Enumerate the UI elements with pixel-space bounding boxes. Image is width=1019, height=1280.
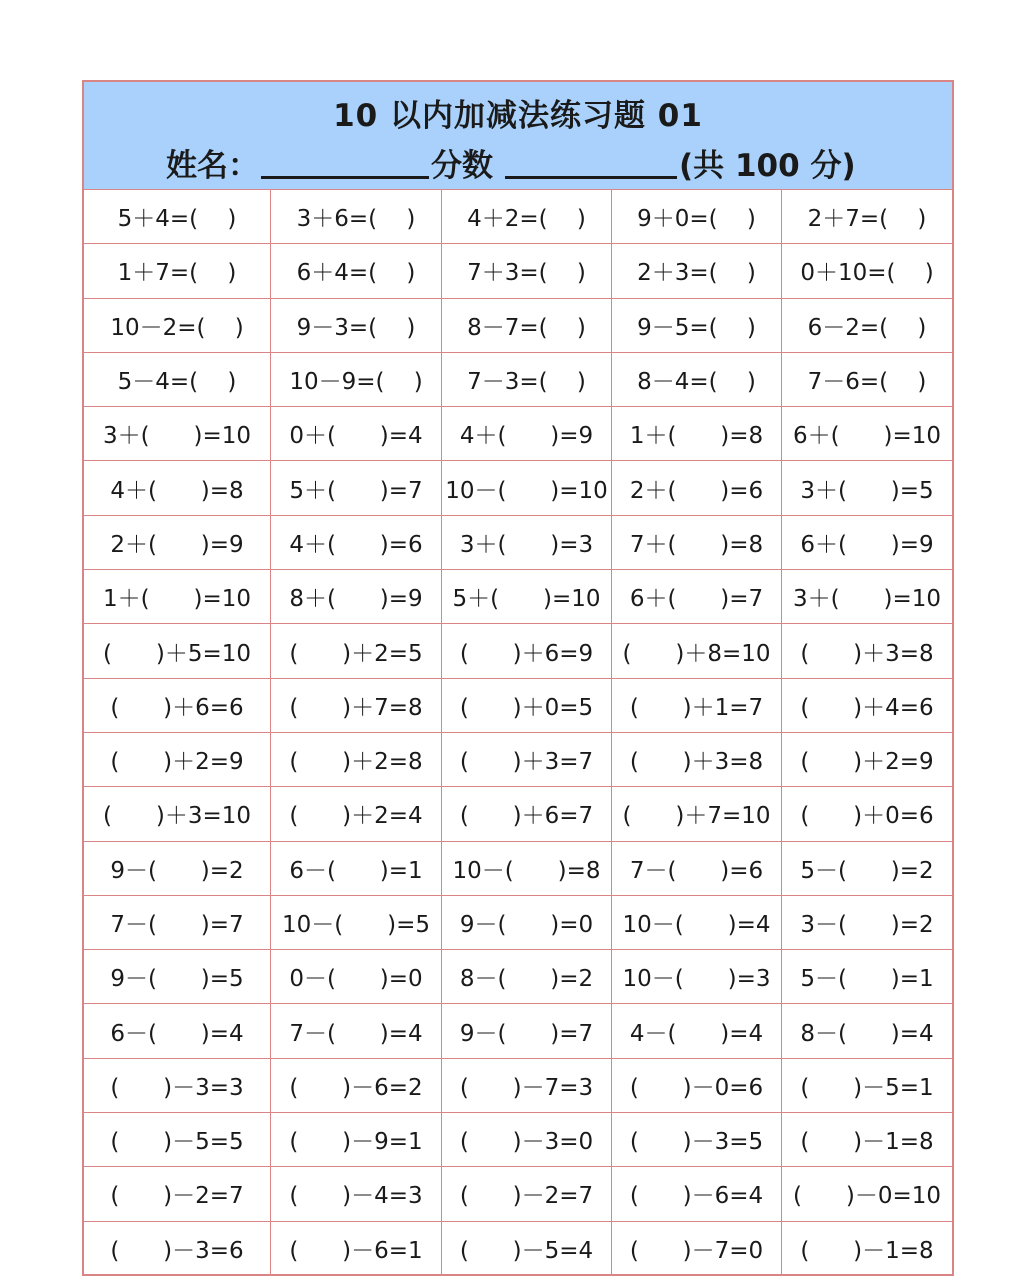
- problem-cell: ( )＋3=8: [612, 733, 782, 787]
- problem-cell: 0＋10=( ): [782, 244, 952, 298]
- problem-cell: ( )＋2=5: [271, 624, 442, 678]
- problem-cell: ( )－2=7: [84, 1167, 271, 1221]
- problem-cell: 10－( )=3: [612, 950, 782, 1004]
- score-blank: [505, 146, 677, 179]
- total-score-label: (共 100 分): [679, 148, 856, 184]
- problem-cell: ( )＋2=8: [271, 733, 442, 787]
- problem-cell: 10－9=( ): [271, 353, 442, 407]
- problem-cell: 6－( )=1: [271, 842, 442, 896]
- problem-cell: 4＋2=( ): [442, 190, 612, 244]
- problem-cell: 9－5=( ): [612, 299, 782, 353]
- name-label: 姓名：: [166, 148, 259, 184]
- problem-cell: ( )＋2=9: [84, 733, 271, 787]
- problem-cell: 3＋( )=5: [782, 461, 952, 515]
- problem-cell: 0＋( )=4: [271, 407, 442, 461]
- problem-cell: 8＋( )=9: [271, 570, 442, 624]
- problem-cell: ( )－7=3: [442, 1059, 612, 1113]
- problem-cell: 3＋( )=3: [442, 516, 612, 570]
- problem-cell: 5＋( )=10: [442, 570, 612, 624]
- problem-cell: 3＋6=( ): [271, 190, 442, 244]
- problem-cell: 9－( )=2: [84, 842, 271, 896]
- problem-cell: 6＋( )=9: [782, 516, 952, 570]
- problem-cell: 4＋( )=8: [84, 461, 271, 515]
- problem-cell: 2＋( )=9: [84, 516, 271, 570]
- problem-cell: ( )－4=3: [271, 1167, 442, 1221]
- problem-cell: 7－6=( ): [782, 353, 952, 407]
- problem-cell: 7－( )=6: [612, 842, 782, 896]
- problem-cell: 2＋7=( ): [782, 190, 952, 244]
- problem-cell: ( )－3=3: [84, 1059, 271, 1113]
- problem-cell: ( )－9=1: [271, 1113, 442, 1167]
- problem-cell: 10－( )=8: [442, 842, 612, 896]
- problem-cell: 4＋( )=6: [271, 516, 442, 570]
- problem-cell: 5－4=( ): [84, 353, 271, 407]
- problem-cell: 3＋( )=10: [782, 570, 952, 624]
- problem-cell: ( )－1=8: [782, 1113, 952, 1167]
- score-label: 分数: [431, 148, 493, 184]
- problem-cell: 8－( )=4: [782, 1004, 952, 1058]
- problem-cell: ( )＋4=6: [782, 679, 952, 733]
- problem-cell: 6＋4=( ): [271, 244, 442, 298]
- problem-cell: 7＋( )=8: [612, 516, 782, 570]
- problem-cell: ( )＋0=6: [782, 787, 952, 841]
- name-blank: [261, 146, 429, 179]
- problem-cell: 6＋( )=10: [782, 407, 952, 461]
- problem-cell: 7－( )=7: [84, 896, 271, 950]
- problem-cell: ( )－5=4: [442, 1222, 612, 1276]
- problem-cell: 10－2=( ): [84, 299, 271, 353]
- problem-cell: 1＋7=( ): [84, 244, 271, 298]
- problem-cell: 2＋3=( ): [612, 244, 782, 298]
- problem-cell: 4－( )=4: [612, 1004, 782, 1058]
- problem-cell: 7＋3=( ): [442, 244, 612, 298]
- problem-cell: ( )＋5=10: [84, 624, 271, 678]
- problem-cell: ( )－3=6: [84, 1222, 271, 1276]
- problem-cell: 3＋( )=10: [84, 407, 271, 461]
- problem-cell: ( )＋6=7: [442, 787, 612, 841]
- student-info-line: [166, 140, 856, 185]
- problem-cell: 0－( )=0: [271, 950, 442, 1004]
- problem-cell: ( )－2=7: [442, 1167, 612, 1221]
- problem-cell: 10－( )=4: [612, 896, 782, 950]
- problem-cell: ( )－1=8: [800, 1238, 934, 1265]
- worksheet-title: 10 以内加减法练习题 01: [333, 98, 703, 134]
- problem-cell: ( )－5=1: [782, 1059, 952, 1113]
- problem-cell: 4＋( )=9: [442, 407, 612, 461]
- problem-cell: 9＋0=( ): [612, 190, 782, 244]
- problem-cell: ( )－3=0: [442, 1113, 612, 1167]
- problem-cell: 10－( )=5: [271, 896, 442, 950]
- problem-cell: ( )－0=10: [782, 1167, 952, 1221]
- problem-cell: 6－( )=4: [84, 1004, 271, 1058]
- problem-cell: 8－4=( ): [612, 353, 782, 407]
- problem-cell: 10－( )=10: [442, 461, 612, 515]
- problem-cell: ( )＋0=5: [442, 679, 612, 733]
- problem-cell: ( )＋7=10: [612, 787, 782, 841]
- problem-cell: 6－2=( ): [782, 299, 952, 353]
- problem-cell: ( )－5=5: [84, 1113, 271, 1167]
- problem-cell: ( )－6=4: [612, 1167, 782, 1221]
- problem-cell: 1＋( )=8: [612, 407, 782, 461]
- problem-cell: ( )＋2=4: [271, 787, 442, 841]
- problem-cell: 5－( )=2: [782, 842, 952, 896]
- problem-cell: 5＋( )=7: [271, 461, 442, 515]
- problem-cell: ( )－3=5: [612, 1113, 782, 1167]
- problem-cell: 8－( )=2: [442, 950, 612, 1004]
- problem-cell: 7－( )=4: [271, 1004, 442, 1058]
- problem-cell: 5＋4=( ): [84, 190, 271, 244]
- problem-cell: 9－( )=5: [84, 950, 271, 1004]
- problem-cell: 5－( )=1: [782, 950, 952, 1004]
- problem-cell: 9－( )=7: [442, 1004, 612, 1058]
- problem-cell: ( )＋6=9: [442, 624, 612, 678]
- worksheet: [82, 80, 954, 1276]
- problem-cell: 6＋( )=7: [612, 570, 782, 624]
- problem-cell: ( )－0=6: [612, 1059, 782, 1113]
- problem-cell: 3－( )=2: [782, 896, 952, 950]
- problem-cell: 2＋( )=6: [612, 461, 782, 515]
- problem-cell: ( )＋7=8: [271, 679, 442, 733]
- worksheet-header: [84, 82, 952, 190]
- problem-cell: ( )＋3=8: [782, 624, 952, 678]
- problem-cell: 7－3=( ): [442, 353, 612, 407]
- problem-cell: ( )＋2=9: [782, 733, 952, 787]
- problem-cell: 1＋( )=10: [84, 570, 271, 624]
- problem-cell: ( )－6=2: [271, 1059, 442, 1113]
- problem-cell: ( )＋1=7: [612, 679, 782, 733]
- problem-cell: ( )－7=0: [612, 1222, 782, 1276]
- problem-cell: 9－( )=0: [442, 896, 612, 950]
- problem-cell: 9－3=( ): [271, 299, 442, 353]
- problem-cell: ( )＋3=7: [442, 733, 612, 787]
- problem-cell: ( )－6=1: [271, 1222, 442, 1276]
- problem-cell: ( )＋3=10: [84, 787, 271, 841]
- problem-cell: 8－7=( ): [442, 299, 612, 353]
- problem-grid: [84, 190, 952, 1276]
- problem-cell: ( )＋6=6: [84, 679, 271, 733]
- problem-cell: ( )＋8=10: [612, 624, 782, 678]
